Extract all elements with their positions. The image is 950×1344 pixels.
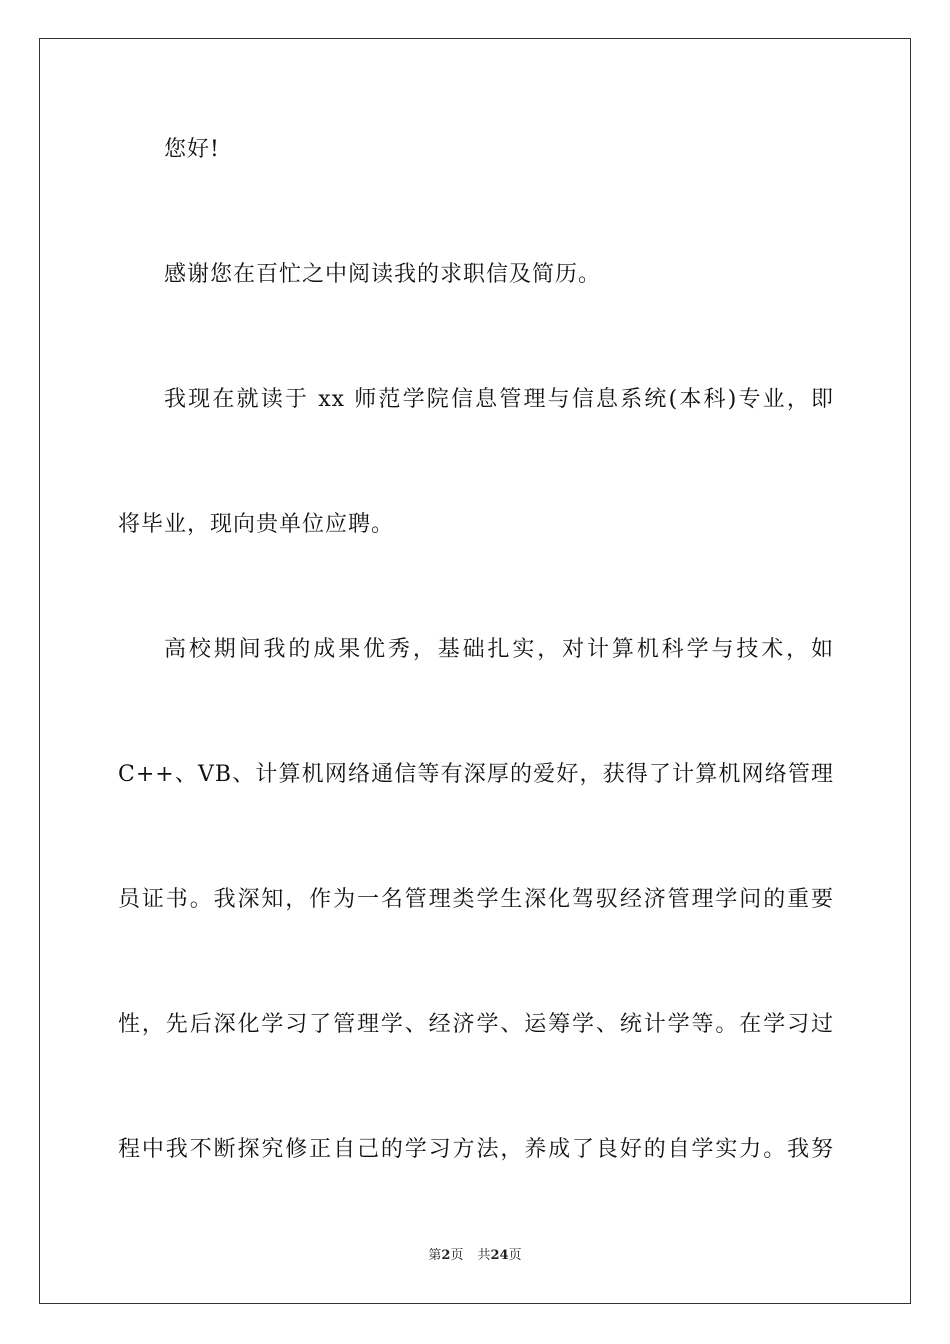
paragraph-2-line-2: 将毕业，现向贵单位应聘。 (118, 512, 395, 537)
paragraph-3-line-3: 员证书。我深知，作为一名管理类学生深化驾驭经济管理学问的重要 (118, 887, 834, 912)
paragraph-3-line-2: C++、VB、计算机网络通信等有深厚的爱好，获得了计算机网络管理 (118, 762, 834, 787)
paragraph-3-line-4: 性，先后深化学习了管理学、经济学、运筹学、统计学等。在学习过 (118, 1012, 834, 1037)
paragraph-3-line-5: 程中我不断探究修正自己的学习方法，养成了良好的自学实力。我努 (118, 1137, 834, 1162)
paragraph-2-line-1: 我现在就读于 xx 师范学院信息管理与信息系统(本科)专业，即 (164, 387, 834, 412)
total-pages: 24 (490, 1248, 509, 1263)
page-number: 2 (441, 1248, 451, 1263)
paragraph-3-line-1: 高校期间我的成果优秀，基础扎实，对计算机科学与技术，如 (164, 637, 834, 662)
page-footer (0, 1246, 950, 1266)
page-suffix: 页 (450, 1248, 464, 1263)
total-prefix: 共 (477, 1248, 491, 1263)
total-suffix: 页 (508, 1248, 522, 1263)
page-border (39, 38, 911, 1304)
paragraph-1-line-1: 感谢您在百忙之中阅读我的求职信及简历。 (164, 262, 602, 287)
greeting-line: 您好! (164, 137, 220, 162)
page-prefix: 第 (428, 1248, 442, 1263)
